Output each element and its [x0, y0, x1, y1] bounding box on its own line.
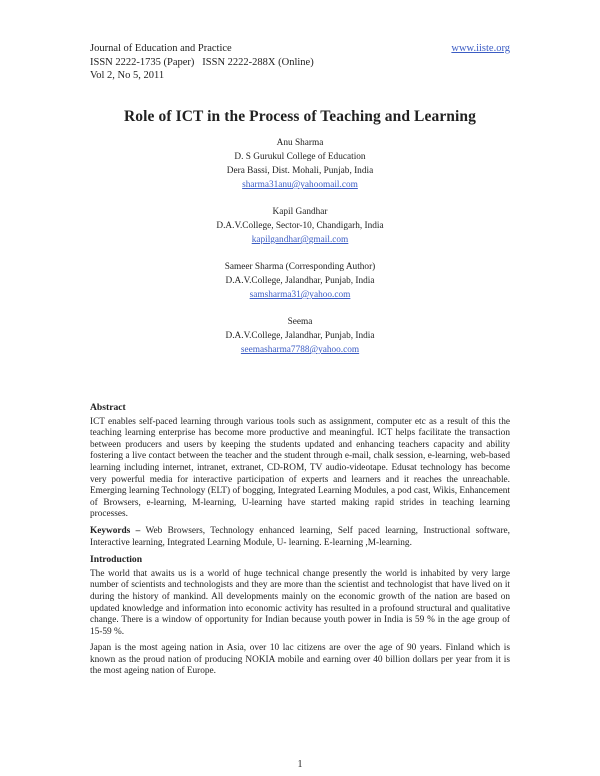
introduction-paragraph: Japan is the most ageing nation in Asia, over 10 lac citizens are over the age of 90 years. Finland which is known as the proud nation of producing NOKIA mobile and earning over 40 billion dollars per year from it is the most ageing nation of Europe. [90, 643, 510, 677]
author-name: Seema [287, 317, 313, 327]
journal-header [90, 42, 510, 83]
abstract-heading: Abstract [90, 402, 126, 413]
author-affiliation: D.A.V.College, Jalandhar, Punjab, India [225, 276, 375, 286]
introduction-heading: Introduction [90, 554, 143, 566]
author-name: Anu Sharma [276, 138, 324, 148]
journal-name: Journal of Education and Practice [90, 43, 232, 54]
author-block [0, 205, 600, 247]
author-block [0, 315, 600, 357]
author-affiliation: D.A.V.College, Jalandhar, Punjab, India [225, 331, 375, 341]
volume-line: Vol 2, No 5, 2011 [90, 70, 165, 81]
keywords-text: Web Browsers, Technology enhanced learning, Self paced learning, Instructional software, Interactive learning, Integrated Learning Module, U- learning. E-learning ,M-learning. [90, 525, 510, 548]
author-email-link[interactable]: kapilgandhar@gmail.com [251, 235, 349, 245]
author-name: Kapil Gandhar [272, 207, 328, 217]
journal-website-link[interactable]: www.iiste.org [451, 43, 510, 54]
author-block [0, 136, 600, 192]
keywords-paragraph [90, 526, 510, 549]
introduction-paragraph: The world that awaits us is a world of huge technical change presently the world is inhabited by very large number of scientists and technologists and they are more than the scientist and technologist that have lived on it during the history of mankind. All developments mainly on the economic growth of the nation are based on updated knowledge and information into economic activity has resulted in a profound structural and qualitative change. There is a window of opportunity for Indian because youth power in India is 59 % in the age group of 15-59 %. [90, 568, 510, 637]
author-affiliation: Dera Bassi, Dist. Mohali, Punjab, India [226, 166, 374, 176]
author-email-link[interactable]: sharma31anu@yahoomail.com [242, 180, 358, 190]
abstract-text: ICT enables self-paced learning through various tools such as assignment, computer etc as a result of this the teaching learning enterprise has become more productive and meaningful. ICT helps facilitate the transaction between producers and users by keeping the students updated and enhancing teachers capacity and ability fostering a live contact between the teacher and the student through e-mail, chalk session, e-learning, web-based learning including internet, intranet, extranet, CD-ROM, TV audio-videotape. Edusat technology has become very powerful media for interactive participation of experts and learners and it reaches the unreachable. Emerging learning Technology (ELT) of bogging, Integrated Learning Modules, a pod cast, Wikis, Enhancement of Browsers, e-learning, M-learning, U-learning have started making rapid strides in teaching learning processes. [90, 416, 510, 520]
author-list [0, 136, 600, 370]
paper-body [90, 402, 510, 683]
issn-line: ISSN 2222-1735 (Paper) ISSN 2222-288X (Online) [90, 56, 314, 68]
author-email-link[interactable]: seemasharma7788@yahoo.com [240, 345, 360, 355]
paper-title: Role of ICT in the Process of Teaching and Learning [123, 108, 477, 125]
author-name: Sameer Sharma (Corresponding Author) [224, 262, 376, 272]
author-block [0, 260, 600, 302]
keywords-label: Keywords – [90, 525, 141, 536]
author-affiliation: D.A.V.College, Sector-10, Chandigarh, India [216, 221, 384, 231]
author-email-link[interactable]: samsharma31@yahoo.com [249, 290, 351, 300]
page-number: 1 [297, 759, 303, 770]
author-affiliation: D. S Gurukul College of Education [234, 152, 366, 162]
